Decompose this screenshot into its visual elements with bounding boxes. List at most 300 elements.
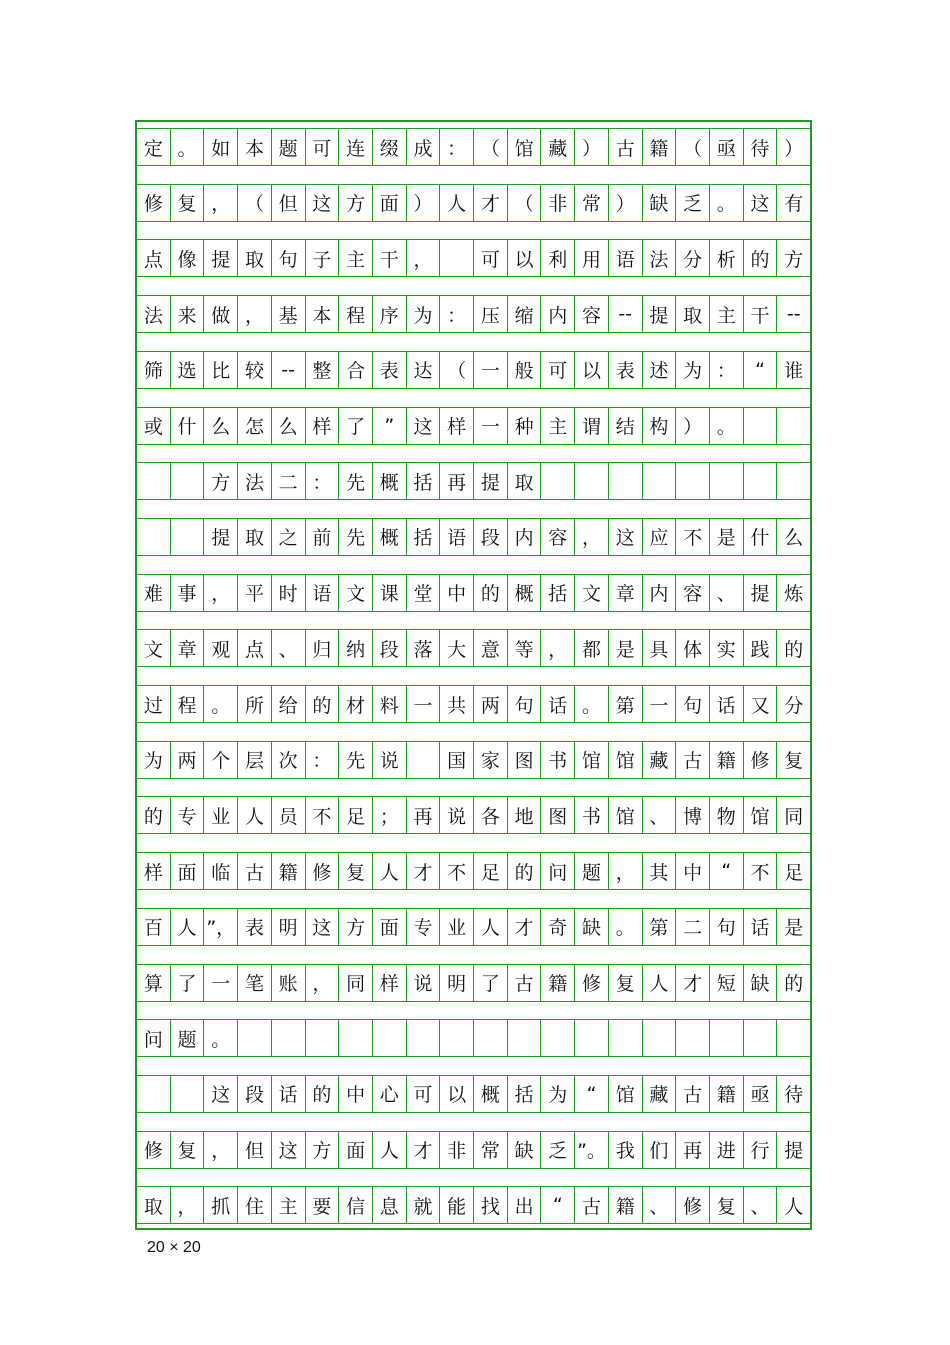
grid-cell: 成 (407, 129, 441, 165)
grid-cell: 观 (204, 630, 238, 666)
grid-cell: 家 (474, 742, 508, 778)
grid-cell: 这 (609, 519, 643, 555)
manuscript-grid-paper (135, 120, 812, 1230)
grid-cell: 明 (440, 965, 474, 1001)
grid-cell: 程 (171, 686, 205, 722)
grid-cell (272, 1020, 306, 1056)
grid-cell (643, 1020, 677, 1056)
grid-cell: 程 (339, 296, 373, 332)
grid-cell: 概 (373, 519, 407, 555)
grid-cell: 书 (575, 797, 609, 833)
grid-cell: 方 (306, 1132, 340, 1168)
grid-cell: 说 (373, 742, 407, 778)
grid-cell: 章 (609, 575, 643, 611)
grid-cell: 这 (407, 408, 441, 444)
grid-cell: 古 (676, 1076, 710, 1112)
grid-cell: 概 (508, 575, 542, 611)
grid-cell: 二 (676, 909, 710, 945)
grid-cell: 抓 (204, 1187, 238, 1223)
grid-cell: 表 (238, 909, 272, 945)
grid-rows (137, 122, 810, 1228)
grid-cell: ） (784, 137, 804, 160)
grid-cell: 足 (339, 797, 373, 833)
grid-cell: 有 (784, 193, 804, 216)
grid-cell: 大 (440, 630, 474, 666)
grid-cell: 怎 (238, 408, 272, 444)
grid-cell: ， (609, 853, 643, 889)
grid-cell: 人 (643, 965, 677, 1001)
grid-cell: 内 (541, 296, 575, 332)
grid-cell: 同 (784, 805, 804, 828)
grid-cell: 复 (171, 1132, 205, 1168)
grid-cell: 亟 (744, 1076, 778, 1112)
grid-cell (137, 1076, 171, 1112)
grid-cell: 我 (609, 1132, 643, 1168)
grid-cell: （ (508, 185, 542, 221)
grid-cell: 括 (541, 575, 575, 611)
grid-cell: 短 (710, 965, 744, 1001)
grid-cell: 可 (474, 240, 508, 276)
grid-cell: 文 (339, 575, 373, 611)
grid-cell: 样 (137, 853, 171, 889)
grid-cell: 问 (541, 853, 575, 889)
grid-cell: 明 (272, 909, 306, 945)
grid-cell: 话 (744, 909, 778, 945)
grid-cell: ” (373, 408, 407, 444)
grid-cell: 人 (238, 797, 272, 833)
grid-cell: 、 (710, 575, 744, 611)
grid-cell: 什 (744, 519, 778, 555)
grid-row (137, 462, 810, 500)
grid-cell: 籍 (609, 1187, 643, 1223)
grid-cell (137, 519, 171, 555)
grid-cell: 话 (710, 686, 744, 722)
grid-cell: 样 (373, 965, 407, 1001)
grid-cell: 来 (171, 296, 205, 332)
grid-cell: 籍 (643, 129, 677, 165)
grid-cell: 语 (609, 240, 643, 276)
grid-cell: 样 (440, 408, 474, 444)
grid-cell: 共 (440, 686, 474, 722)
grid-cell: 籍 (710, 742, 744, 778)
grid-cell: 的 (474, 575, 508, 611)
grid-cell: 句 (676, 686, 710, 722)
grid-cell: 临 (204, 853, 238, 889)
grid-cell: 合 (339, 352, 373, 388)
grid-cell (474, 1020, 508, 1056)
grid-cell: 整 (306, 352, 340, 388)
grid-cell: 体 (676, 630, 710, 666)
grid-cell: 馆 (609, 742, 643, 778)
grid-cell: ”。 (575, 1132, 609, 1168)
grid-cell: 亟 (710, 129, 744, 165)
grid-cell: 修 (137, 1132, 171, 1168)
grid-cell: 缀 (373, 129, 407, 165)
grid-cell: 国 (440, 742, 474, 778)
grid-cell: 先 (339, 463, 373, 499)
grid-cell: 取 (676, 296, 710, 332)
grid-cell: 主 (541, 408, 575, 444)
grid-cell: 才 (676, 965, 710, 1001)
grid-cell: 的 (306, 1076, 340, 1112)
grid-cell: 等 (508, 630, 542, 666)
grid-cell: 复 (339, 853, 373, 889)
grid-cell: 筛 (137, 352, 171, 388)
grid-cell: 表 (609, 352, 643, 388)
grid-cell (171, 463, 205, 499)
grid-cell: 缺 (744, 965, 778, 1001)
grid-cell: 如 (204, 129, 238, 165)
grid-cell: 基 (272, 296, 306, 332)
grid-cell: 平 (238, 575, 272, 611)
grid-cell: 以 (440, 1076, 474, 1112)
grid-cell (238, 1020, 272, 1056)
grid-cell: 非 (440, 1132, 474, 1168)
grid-cell (440, 240, 474, 276)
grid-cell: 括 (508, 1076, 542, 1112)
grid-cell: 不 (440, 853, 474, 889)
grid-cell: （ (474, 129, 508, 165)
grid-cell: 修 (306, 853, 340, 889)
grid-cell: 的 (784, 973, 804, 995)
grid-cell: 提 (744, 575, 778, 611)
grid-cell: 人 (784, 1195, 804, 1218)
grid-cell: 时 (272, 575, 306, 611)
grid-cell: 堂 (407, 575, 441, 611)
grid-cell: 构 (643, 408, 677, 444)
grid-cell (710, 1020, 744, 1056)
grid-cell: 提 (474, 463, 508, 499)
grid-cell: 子 (306, 240, 340, 276)
grid-cell: 又 (744, 686, 778, 722)
grid-cell: “ (744, 352, 778, 388)
grid-cell: 待 (744, 129, 778, 165)
grid-cell: 才 (407, 1132, 441, 1168)
grid-cell: 说 (440, 797, 474, 833)
grid-cell: 古 (238, 853, 272, 889)
grid-cell (407, 742, 441, 778)
grid-cell (137, 463, 171, 499)
grid-cell: 不 (306, 797, 340, 833)
grid-cell: 结 (609, 408, 643, 444)
grid-cell: 这 (744, 185, 778, 221)
grid-cell: 。 (204, 1020, 238, 1056)
grid-cell: 息 (373, 1187, 407, 1223)
grid-cell: 不 (744, 853, 778, 889)
grid-cell: 章 (171, 630, 205, 666)
grid-cell: 压 (474, 296, 508, 332)
grid-cell (676, 463, 710, 499)
grid-cell: 地 (508, 797, 542, 833)
grid-cell: 序 (373, 296, 407, 332)
grid-cell: ） (676, 408, 710, 444)
grid-cell: 古 (575, 1187, 609, 1223)
grid-cell: 才 (407, 853, 441, 889)
grid-cell: 住 (238, 1187, 272, 1223)
grid-cell (710, 463, 744, 499)
grid-cell: 提 (204, 240, 238, 276)
grid-cell: 的 (784, 638, 804, 661)
grid-cell: 书 (541, 742, 575, 778)
grid-cell: 说 (407, 965, 441, 1001)
grid-cell: 、 (272, 630, 306, 666)
grid-cell: 句 (272, 240, 306, 276)
grid-cell: 题 (575, 853, 609, 889)
grid-cell: 博 (676, 797, 710, 833)
grid-cell: 法 (238, 463, 272, 499)
grid-cell: 述 (643, 352, 677, 388)
grid-cell: 员 (272, 797, 306, 833)
grid-cell: 这 (306, 185, 340, 221)
grid-cell (744, 1020, 778, 1056)
grid-cell: 层 (238, 742, 272, 778)
grid-cell: ： (440, 296, 474, 332)
grid-cell: 找 (474, 1187, 508, 1223)
grid-cell: 种 (508, 408, 542, 444)
grid-cell: 乏 (676, 185, 710, 221)
grid-cell: 容 (676, 575, 710, 611)
grid-cell: 奇 (541, 909, 575, 945)
grid-cell: 落 (407, 630, 441, 666)
grid-cell: 事 (171, 575, 205, 611)
grid-cell: 实 (710, 630, 744, 666)
grid-cell (508, 1020, 542, 1056)
grid-cell: 图 (508, 742, 542, 778)
grid-cell: 比 (204, 352, 238, 388)
grid-cell: 们 (643, 1132, 677, 1168)
grid-cell: 一 (474, 352, 508, 388)
grid-cell: 取 (137, 1187, 171, 1223)
grid-cell: 。 (710, 408, 744, 444)
grid-cell: 藏 (643, 742, 677, 778)
grid-cell: 了 (171, 965, 205, 1001)
grid-cell: 个 (204, 742, 238, 778)
grid-cell: 般 (508, 352, 542, 388)
grid-cell: 干 (744, 296, 778, 332)
grid-cell: ； (373, 797, 407, 833)
grid-cell: 先 (339, 519, 373, 555)
grid-cell (440, 1020, 474, 1056)
grid-cell: 籍 (710, 1076, 744, 1112)
grid-cell: 。 (710, 185, 744, 221)
grid-cell: 缩 (508, 296, 542, 332)
grid-row (137, 295, 810, 333)
grid-cell: 面 (373, 909, 407, 945)
grid-cell: 算 (137, 965, 171, 1001)
grid-cell: “ (541, 1187, 575, 1223)
grid-cell: （ (440, 352, 474, 388)
grid-row (137, 964, 810, 1002)
grid-cell: “ (710, 853, 744, 889)
grid-cell: ） (609, 185, 643, 221)
grid-cell: 人 (373, 1132, 407, 1168)
grid-cell: 。 (204, 686, 238, 722)
grid-cell: ， (575, 519, 609, 555)
grid-cell: 专 (407, 909, 441, 945)
grid-cell (609, 1020, 643, 1056)
grid-cell: 了 (474, 965, 508, 1001)
grid-cell (306, 1020, 340, 1056)
grid-cell: 同 (339, 965, 373, 1001)
grid-cell (777, 408, 810, 444)
grid-cell: 出 (508, 1187, 542, 1223)
grid-cell: -- (272, 352, 306, 388)
grid-cell: 段 (238, 1076, 272, 1112)
grid-cell: 炼 (784, 583, 804, 606)
grid-cell: ： (306, 742, 340, 778)
grid-cell: 么 (272, 408, 306, 444)
grid-cell (643, 463, 677, 499)
grid-cell: 笔 (238, 965, 272, 1001)
grid-cell: 做 (204, 296, 238, 332)
grid-cell: 常 (474, 1132, 508, 1168)
grid-cell: 归 (306, 630, 340, 666)
grid-row (137, 685, 810, 723)
grid-row (137, 407, 810, 445)
grid-cell: 业 (204, 797, 238, 833)
grid-cell: 么 (204, 408, 238, 444)
grid-cell: 概 (373, 463, 407, 499)
grid-cell: 内 (508, 519, 542, 555)
grid-cell: （ (676, 129, 710, 165)
grid-cell: 纳 (339, 630, 373, 666)
grid-cell (339, 1020, 373, 1056)
grid-cell (541, 1020, 575, 1056)
grid-cell: 足 (474, 853, 508, 889)
grid-cell (777, 1020, 810, 1056)
grid-cell: 心 (373, 1076, 407, 1112)
grid-cell: 缺 (643, 185, 677, 221)
grid-cell (744, 463, 778, 499)
grid-row (137, 908, 810, 946)
grid-cell: 再 (440, 463, 474, 499)
grid-cell: 复 (609, 965, 643, 1001)
grid-cell: 籍 (541, 965, 575, 1001)
grid-cell: 中 (440, 575, 474, 611)
grid-cell: 提 (204, 519, 238, 555)
grid-cell: 足 (784, 861, 804, 884)
grid-cell: ） (407, 185, 441, 221)
grid-cell: 本 (306, 296, 340, 332)
grid-cell: 取 (238, 240, 272, 276)
grid-cell: 了 (339, 408, 373, 444)
grid-cell: 中 (676, 853, 710, 889)
grid-cell: ”， (204, 909, 238, 945)
grid-cell: 这 (306, 909, 340, 945)
grid-cell: -- (609, 296, 643, 332)
grid-cell: 但 (272, 185, 306, 221)
grid-cell: -- (786, 303, 801, 326)
grid-cell: 但 (238, 1132, 272, 1168)
grid-cell: 析 (710, 240, 744, 276)
grid-cell: 意 (474, 630, 508, 666)
grid-cell: 文 (575, 575, 609, 611)
grid-cell: 取 (238, 519, 272, 555)
grid-cell: 。 (171, 129, 205, 165)
grid-cell: 中 (339, 1076, 373, 1112)
grid-cell: 文 (137, 630, 171, 666)
grid-row (137, 741, 810, 779)
grid-cell: 主 (339, 240, 373, 276)
grid-cell: 方 (204, 463, 238, 499)
grid-cell: 题 (272, 129, 306, 165)
grid-cell: 用 (575, 240, 609, 276)
grid-cell: 点 (238, 630, 272, 666)
grid-cell: 次 (272, 742, 306, 778)
grid-cell: 待 (784, 1084, 804, 1107)
grid-row (137, 852, 810, 890)
grid-cell: 应 (643, 519, 677, 555)
grid-cell: 百 (137, 909, 171, 945)
grid-cell: 之 (272, 519, 306, 555)
grid-cell: 缺 (508, 1132, 542, 1168)
grid-cell: 容 (541, 519, 575, 555)
grid-cell: 达 (407, 352, 441, 388)
grid-cell: ， (541, 630, 575, 666)
grid-cell: 括 (407, 463, 441, 499)
grid-cell: 段 (474, 519, 508, 555)
grid-cell: 本 (238, 129, 272, 165)
grid-cell: 、 (643, 797, 677, 833)
grid-cell: 账 (272, 965, 306, 1001)
grid-cell (541, 463, 575, 499)
grid-cell: 样 (306, 408, 340, 444)
grid-cell: 两 (171, 742, 205, 778)
grid-cell: 再 (407, 797, 441, 833)
grid-cell: ， (204, 185, 238, 221)
grid-cell: 分 (784, 694, 804, 717)
grid-cell: 语 (306, 575, 340, 611)
grid-cell: 概 (474, 1076, 508, 1112)
grid-cell: ， (407, 240, 441, 276)
grid-cell: 为 (407, 296, 441, 332)
grid-cell: 馆 (609, 1076, 643, 1112)
grid-cell: 谁 (784, 360, 804, 383)
grid-cell: 都 (575, 630, 609, 666)
grid-cell: （ (238, 185, 272, 221)
grid-cell: 方 (339, 185, 373, 221)
grid-cell: 法 (137, 296, 171, 332)
grid-cell: 容 (575, 296, 609, 332)
grid-cell: 、 (744, 1187, 778, 1223)
grid-cell: 或 (137, 408, 171, 444)
grid-cell: 能 (440, 1187, 474, 1223)
grid-cell: 面 (373, 185, 407, 221)
grid-row (137, 1131, 810, 1169)
grid-cell: ， (204, 1132, 238, 1168)
grid-cell: 古 (676, 742, 710, 778)
grid-cell: ） (575, 129, 609, 165)
grid-cell: 什 (171, 408, 205, 444)
grid-cell: 方 (784, 248, 804, 271)
grid-cell: ： (710, 352, 744, 388)
grid-cell: 践 (744, 630, 778, 666)
grid-cell: 复 (784, 750, 804, 773)
grid-cell: 法 (643, 240, 677, 276)
grid-cell: 第 (609, 686, 643, 722)
grid-cell: 取 (508, 463, 542, 499)
grid-cell: 的 (306, 686, 340, 722)
grid-cell: 方 (339, 909, 373, 945)
grid-cell (575, 463, 609, 499)
grid-cell: 修 (575, 965, 609, 1001)
grid-cell: 话 (272, 1076, 306, 1112)
grid-cell: 连 (339, 129, 373, 165)
grid-cell: 语 (440, 519, 474, 555)
grid-cell: 内 (643, 575, 677, 611)
grid-cell: 具 (643, 630, 677, 666)
grid-cell: 修 (744, 742, 778, 778)
